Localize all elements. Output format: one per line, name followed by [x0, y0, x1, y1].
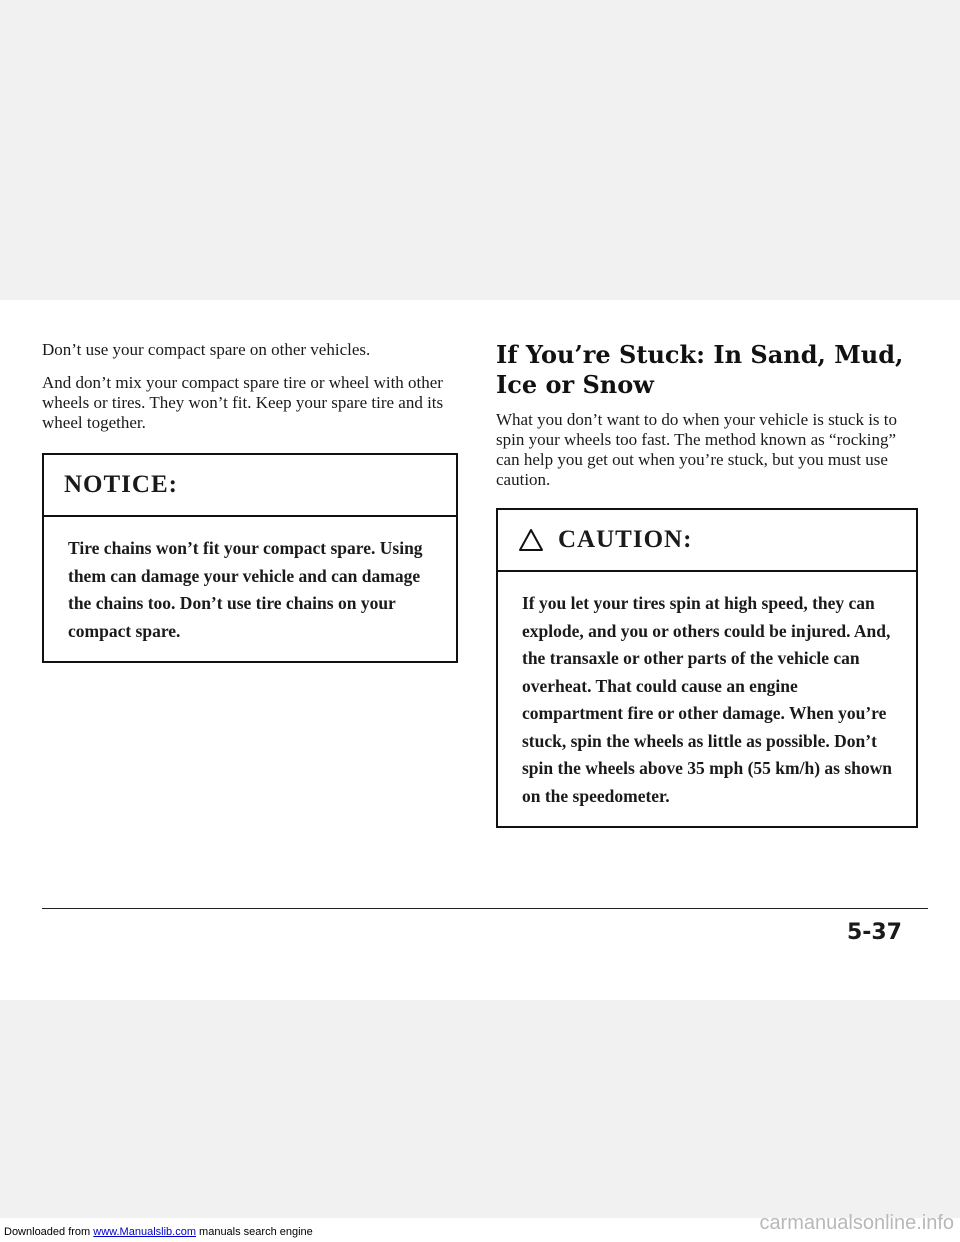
notice-box — [42, 453, 458, 663]
caution-header — [498, 510, 916, 572]
footer-prefix: Downloaded from — [4, 1226, 94, 1238]
notice-body: Tire chains won’t fit your compact spare. Using them can damage your vehicle and can damage the chains too. Don’t use tire chains on your compact spare. — [68, 538, 423, 641]
page-rule — [42, 908, 928, 909]
caution-body: If you let your tires spin at high speed, they can explode, and you or others could be injured. And, the transaxle or other parts of the vehicle can overheat. That could cause an engine compartment fire or other damage. When you’re stuck, spin the wheels as little as possible. Don’t spin the wheels above 35 mph (55 km/h) as shown on the speedometer. — [522, 593, 892, 806]
section-heading: If You’re Stuck: In Sand, Mud, Ice or Snow — [496, 340, 904, 399]
notice-title: NOTICE: — [44, 455, 456, 517]
bottom-band — [0, 1000, 960, 1218]
caution-title: CAUTION: — [558, 526, 693, 553]
left-column — [42, 340, 458, 663]
download-footer — [4, 1226, 313, 1238]
stuck-intro-paragraph: What you don’t want to do when your vehicle is stuck is to spin your wheels too fast. The method known as “rocking” can help you get out when you’re stuck, but you must use caution. — [496, 410, 898, 489]
caution-box — [496, 508, 918, 828]
footer-suffix: manuals search engine — [195, 1226, 313, 1238]
manualslib-link[interactable]: www.Manualslib.com — [93, 1226, 196, 1238]
right-column — [496, 340, 920, 828]
spare-usage-paragraph: Don’t use your compact spare on other vehicles. — [42, 340, 371, 359]
watermark: carmanualsonline.info — [759, 1212, 954, 1234]
page-number: 5-37 — [846, 920, 902, 945]
top-band — [0, 0, 960, 300]
warning-triangle-icon — [518, 528, 544, 552]
spare-mix-paragraph: And don’t mix your compact spare tire or wheel with other wheels or tires. They won’t fit. Keep your spare tire and its wheel together. — [42, 373, 444, 432]
